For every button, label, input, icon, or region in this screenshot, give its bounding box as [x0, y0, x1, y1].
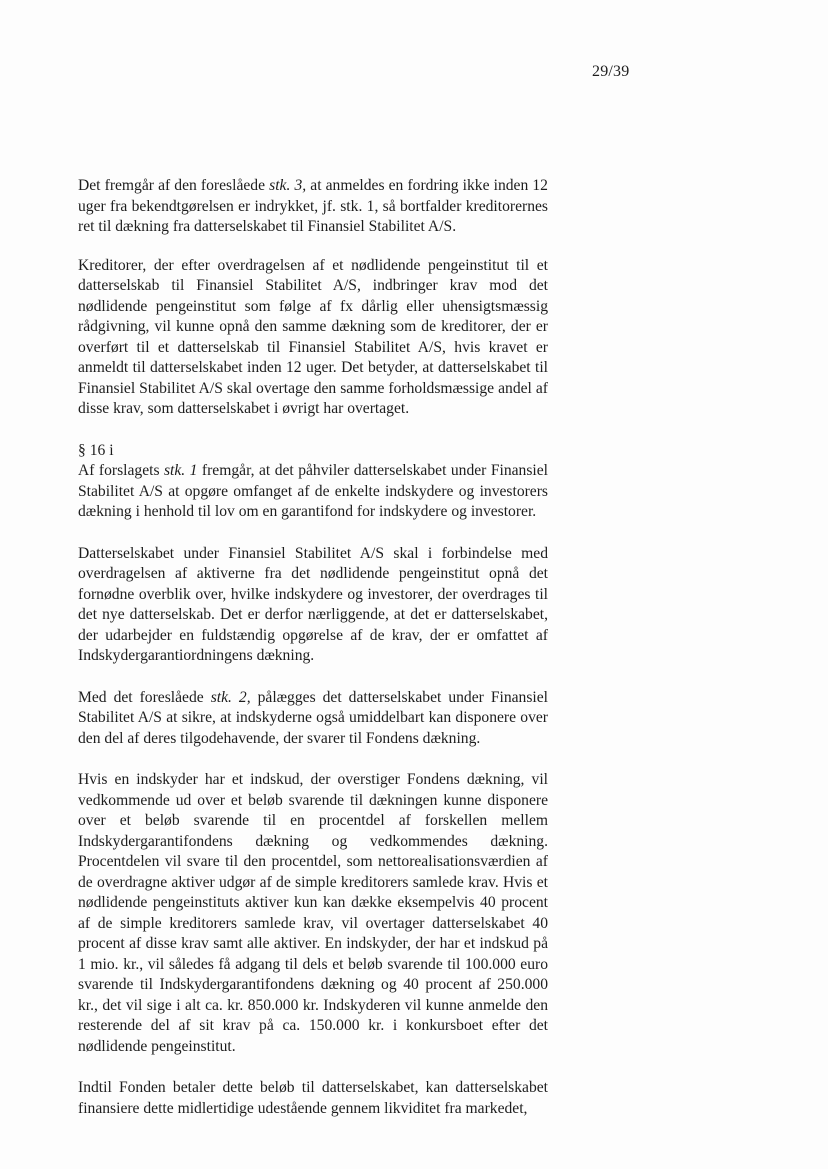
paragraph-stk-2 [78, 688, 548, 750]
paragraph-text: Det fremgår af den foreslåede [78, 177, 270, 194]
paragraph-fonden-betaler: Indtil Fonden betaler dette beløb til datterselskabet, kan datterselskabet finansiere dette midlertidige udestående gennem likviditet fra markedet, [78, 1079, 548, 1117]
paragraph-text: Med det foreslåede [78, 688, 211, 706]
page-number: 29/39 [592, 63, 630, 80]
paragraph-text: Af forslagets [78, 462, 164, 479]
section-heading: § 16 i [78, 441, 114, 459]
paragraph-reference: stk. 1 [163, 462, 198, 479]
paragraph-reference: stk. 2, [210, 688, 251, 706]
paragraph-text: at anmeldes en fordring ikke inden 12 uger fra bekendtgørelsen er indrykket, jf. stk. 1, så bortfalder kreditorernes ret til dækning fra datterselskabet til Finansiel Stabilitet A/S. [78, 177, 548, 235]
document-body [78, 176, 548, 1140]
paragraph-stk-3 [78, 176, 548, 238]
paragraph-kreditorer: Kreditorer, der efter overdragelsen af et nødlidende pengeinstitut til et datterselskab til Finansiel Stabilitet A/S, indbringer krav mod det nødlidende pengeinstitut som følge af fx dårlig eller uhensigtsmæssig rådgivning, vil kunne opnå den samme dækning som de kreditorer, der er overført til et datterselskab til Finansiel Stabilitet A/S, hvis kravet er anmeldt til datterselskabet inden 12 uger. Det betyder, at datterselskabet til Finansiel Stabilitet A/S skal overtage den samme forholdsmæssige andel af disse krav, som datterselskabet i øvrigt har overtaget. [78, 256, 548, 417]
paragraph-datterselskabet: Datterselskabet under Finansiel Stabilitet A/S skal i forbindelse med overdragelsen af aktiverne fra det nødlidende pengeinstitut opnå det fornødne overblik over, hvilke indskydere og investorer, der overdrages til det nye datterselskab. Det er derfor nærliggende, at det er datterselskabet, der udarbejder en fuldstændig opgørelse af de krav, der er omfattet af Indskydergarantiordningens dækning. [78, 544, 548, 664]
paragraph-indskyder-example: Hvis en indskyder har et indskud, der overstiger Fondens dækning, vil vedkommende ud over et beløb svarende til dækningen kunne disponere over et beløb svarende til en procentdel af forskellen mellem Indskydergarantifondens dækning og vedkommendes dækning. Procentdelen vil svare til den procentdel, som nettorealisationsværdien af de overdragne aktiver udgør af de simple kreditorers samlede krav. Hvis et nødlidende pengeinstituts aktiver kun kan dække eksempelvis 40 procent af de simple kreditorers samlede krav, vil overtager datterselskabet 40 procent af disse krav samt alle aktiver. En indskyder, der har et indskud på 1 mio. kr., vil således få adgang til dels et beløb svarende til 100.000 euro svarende til Indskydergarantifondens dækning og 40 procent af 250.000 kr., det vil sige i alt ca. kr. 850.000 kr. Indskyderen vil kunne anmelde den resterende del af sit krav på ca. 150.000 kr. i konkursboet efter det nødlidende pengeinstitut. [78, 771, 548, 1055]
paragraph-reference: stk. 3, [269, 177, 307, 194]
paragraph-text: fremgår, at det påhviler datterselskabet under Finansiel Stabilitet A/S at opgøre omfanget af de enkelte indskydere og investorers dækning i henhold til lov om en garantifond for indskydere og investorer. [78, 462, 548, 520]
paragraph-text: pålægges det datterselskabet under Finansiel Stabilitet A/S at sikre, at indskyderne også umiddelbart kan disponere over den del af deres tilgodehavende, der svarer til Fondens dækning. [78, 688, 548, 747]
paragraph-section-16i [78, 441, 548, 523]
